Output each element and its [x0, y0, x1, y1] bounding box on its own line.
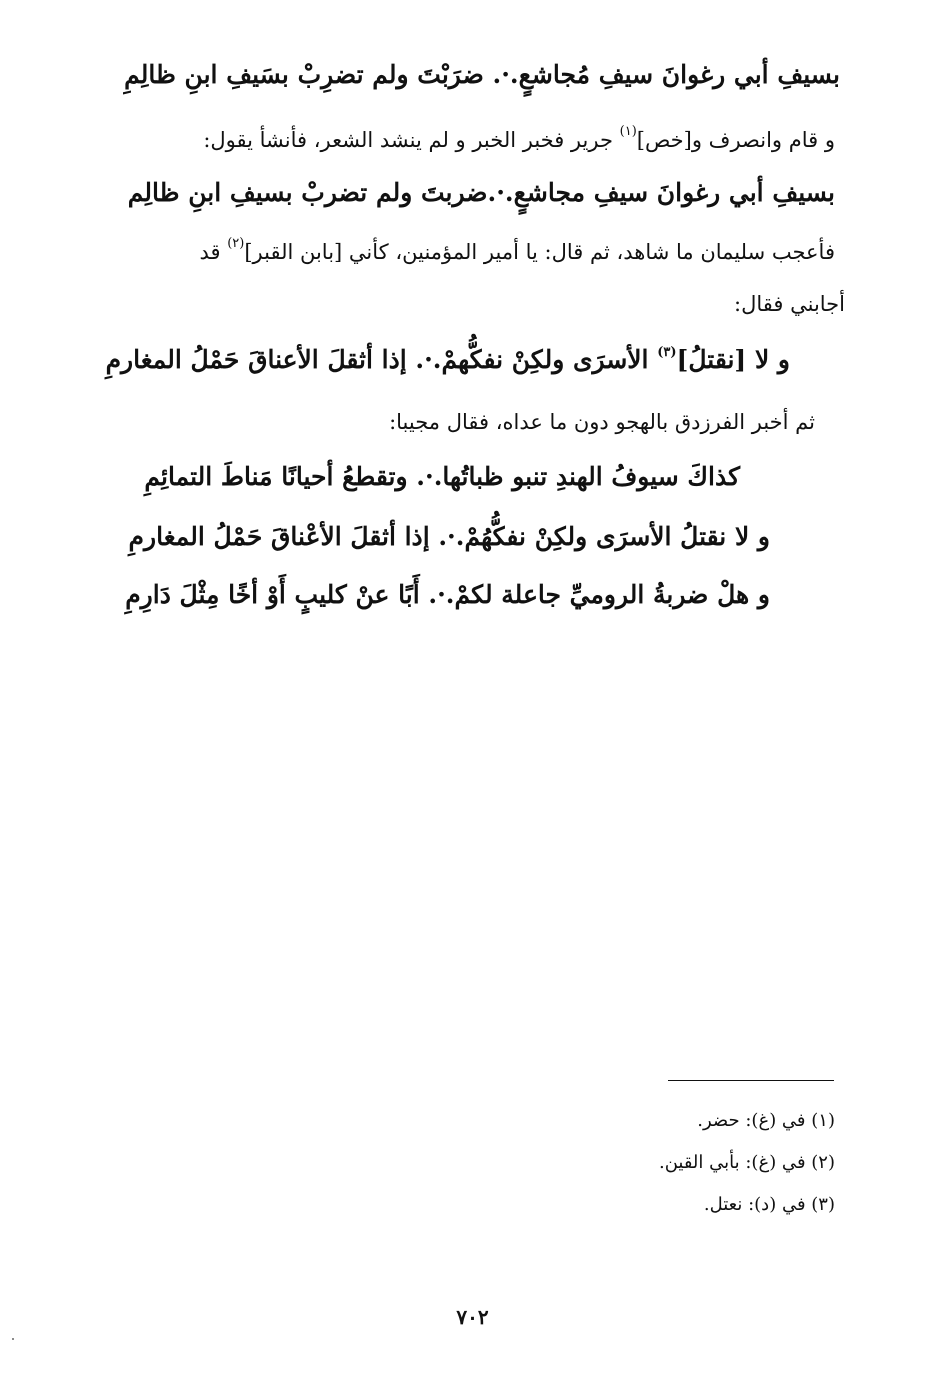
scan-speck	[12, 1338, 14, 1340]
prose-text: أجابني فقال:	[734, 292, 845, 316]
verse-text: و هلْ ضربةُ الروميِّ جاعلة لكمْ.·. أَبًا عنْ كليبٍ أَوْ أخًا مِثْلَ دَارِمِ	[125, 580, 770, 609]
prose-text-end: قد	[199, 240, 221, 264]
verse-text: بسيفِ أبي رغوانَ سيفِ مجاشعٍ.·.ضربتَ ولم تضربْ بسيفِ ابنِ ظالِم	[127, 178, 835, 207]
prose-text-continued: جرير فخبر الخبر و لم ينشد الشعر، فأنشأ يقول:	[203, 128, 613, 152]
prose-line-2	[199, 236, 835, 264]
footnote-2: (٢) في (غ): بأبي القين.	[658, 1152, 835, 1173]
footnote-ref-3: (٣)	[657, 345, 677, 360]
page-number: ٧٠٢	[456, 1305, 489, 1329]
footnote-3: (٣) في (د): نعتل.	[703, 1194, 835, 1215]
verse-line-6	[125, 580, 770, 609]
verse-line-2	[128, 178, 835, 207]
prose-text: و قام وانصرف و[خص]	[636, 128, 835, 152]
verse-line-1	[124, 60, 840, 89]
verse-text: و لا [نقتلُ]	[676, 345, 790, 374]
footnote-ref-2: (٢)	[227, 236, 245, 251]
verse-text: و لا نقتلُ الأسرَى ولكِنْ نفكُّهُمْ.·. إذا أثقلَ الأعْناقَ حَمْلُ المغارمِ	[128, 522, 770, 551]
verse-text: كذاكَ سيوفُ الهندِ تنبو ظباتُها.·. وتقطعُ أحيانًا مَناطَ التمائِمِ	[144, 462, 740, 491]
verse-line-5	[129, 522, 770, 551]
prose-line-4	[389, 410, 815, 434]
verse-line-3	[106, 345, 790, 374]
footnote-ref-1: (١)	[619, 124, 637, 139]
footnote-divider	[668, 1080, 834, 1081]
prose-line-1	[203, 124, 835, 152]
verse-text-continued: الأسرَى ولكِنْ نفكُّهمْ.·. إذا أثقلَ الأعناقَ حَمْلُ المغارمِ	[105, 345, 649, 374]
prose-line-3	[734, 292, 845, 316]
verse-text: بسيفِ أبي رغوانَ سيفِ مُجاشعٍ.·. ضرَبْتَ ولم تضرِبْ بسَيفِ ابنِ ظالِمِ	[124, 60, 840, 89]
footnote-1: (١) في (غ): حضر.	[697, 1110, 835, 1131]
prose-text: ثم أخبر الفرزدق بالهجو دون ما عداه، فقال مجيبا:	[389, 410, 815, 434]
prose-text: فأعجب سليمان ما شاهد، ثم قال: يا أمير المؤمنين، كأني [بابن القبر]	[244, 240, 835, 264]
verse-line-4	[144, 462, 740, 491]
